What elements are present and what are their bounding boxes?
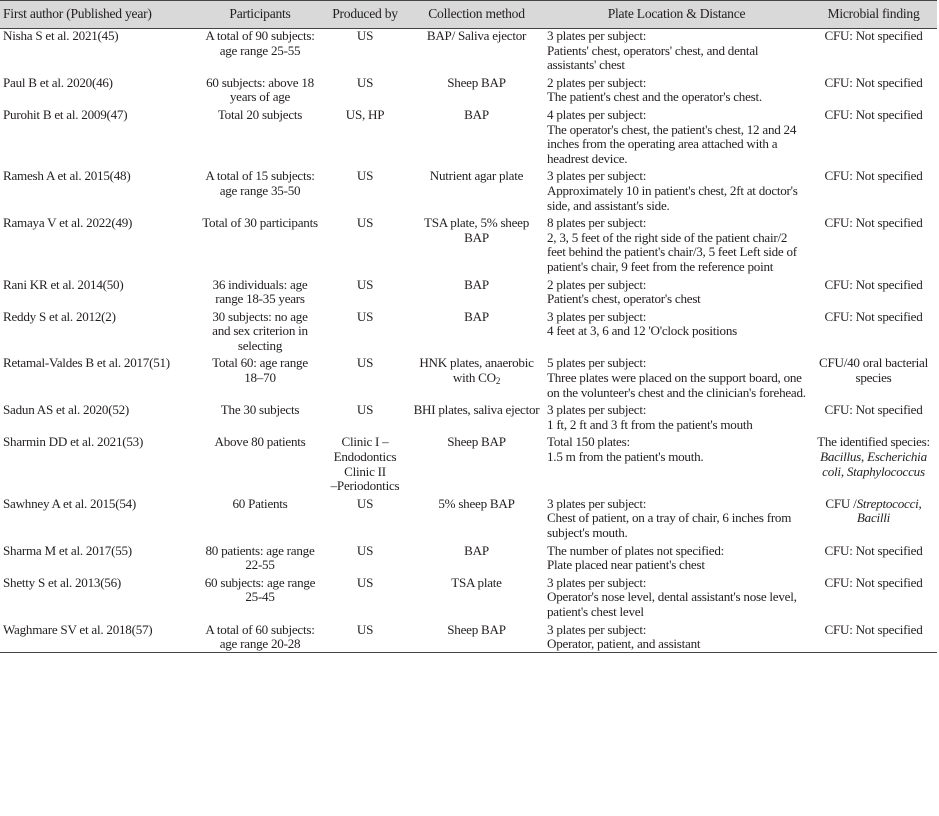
author-cell: Sadun AS et al. 2020(52) (3, 402, 130, 418)
plate-location: Operator, patient, and assistant (547, 636, 701, 652)
finding-cell: CFU: Not specified (824, 28, 923, 43)
method-cell: BAP/ Saliva ejector (426, 28, 527, 43)
header-method: Collection method (410, 1, 543, 29)
plate-count: 3 plates per subject: (547, 574, 647, 590)
finding-cell (810, 435, 937, 496)
method-cell: BHI plates, saliva ejector (413, 402, 540, 418)
plate-cell (543, 356, 810, 403)
author-cell: Sawhney A et al. 2015(54) (3, 495, 137, 511)
table-row (0, 29, 937, 76)
produced-cell: US, HP (345, 106, 385, 122)
finding-text: CFU / (825, 495, 857, 511)
table-row (0, 310, 937, 357)
plate-cell (543, 29, 810, 76)
author-cell: Ramaya V et al. 2022(49) (3, 215, 133, 231)
header-plate: Plate Location & Distance (543, 1, 810, 29)
header-participants: Participants (200, 1, 320, 29)
plate-location: 1 ft, 2 ft and 3 ft from the patient's mouth (547, 416, 753, 432)
species-name: Bacillus (820, 449, 862, 465)
table-row (0, 76, 937, 108)
finding-cell: CFU: Not specified (824, 542, 923, 558)
plate-location: Three plates were placed on the support board, one on the volunteer's chest and the clinician's forehead. (547, 370, 806, 400)
participants-cell: The 30 subjects (220, 402, 300, 418)
participants-cell: 36 individuals: age range 18-35 years (212, 276, 308, 307)
finding-cell: CFU: Not specified (824, 574, 923, 590)
produced-cell: US (356, 74, 374, 90)
produced-cell (320, 435, 410, 496)
produced-cell: US (356, 276, 374, 292)
method-text: HNK plates, anaerobic with CO (419, 355, 534, 386)
method-cell: TSA plate (451, 574, 502, 590)
author-cell: Retamal-Valdes B et al. 2017(51) (3, 355, 170, 371)
table-row (0, 576, 937, 623)
participants-cell: Total of 30 participants (202, 215, 318, 231)
plate-cell (543, 544, 810, 576)
species-name: Bacilli (856, 510, 891, 526)
plate-location: Plate placed near patient's chest (547, 557, 705, 573)
plate-location: 2, 3, 5 feet of the right side of the patient chair/2 feet behind the patient's chair/3, 5 feet Left side of patient's chair, 9 feet from the reference point (547, 229, 797, 274)
table-row (0, 403, 937, 435)
finding-text: The identified species: (817, 434, 930, 450)
header-finding: Microbial finding (810, 1, 937, 29)
participants-cell: 60 Patients (232, 495, 288, 511)
participants-cell: 80 patients: age range 22-55 (205, 542, 315, 573)
produced-cell: US (356, 355, 374, 371)
plate-cell (543, 310, 810, 357)
participants-cell: Total 60: age range 18–70 (212, 355, 308, 386)
plate-count: 8 plates per subject: (547, 215, 647, 231)
author-cell: Waghmare SV et al. 2018(57) (0, 623, 200, 653)
table-row (0, 623, 937, 653)
plate-cell (543, 435, 810, 496)
plate-count: 3 plates per subject: (547, 308, 647, 324)
table-row (0, 278, 937, 310)
produced-cell: US (356, 28, 374, 43)
plate-location: Approximately 10 in patient's chest, 2ft at doctor's side, and assistant's side. (547, 182, 798, 213)
header-produced: Produced by (320, 1, 410, 29)
table-row (0, 544, 937, 576)
plate-location: The operator's chest, the patient's chest, 12 and 24 inches from the operating area attached with a headrest device. (547, 121, 797, 166)
plate-location: Patient's chest, operator's chest (547, 291, 701, 307)
plate-location: The patient's chest and the operator's chest. (547, 89, 762, 105)
method-subscript: 2 (495, 376, 501, 387)
produced-cell: US (356, 168, 374, 184)
plate-count: 5 plates per subject: (547, 355, 647, 371)
plate-cell (543, 108, 810, 169)
finding-cell: CFU: Not specified (824, 106, 923, 122)
method-cell: Nutrient agar plate (429, 168, 524, 184)
plate-location: Chest of patient, on a tray of chair, 6 inches from subject's mouth. (547, 510, 792, 540)
participants-cell: A total of 15 subjects: age range 35-50 (205, 168, 315, 198)
table-row (0, 435, 937, 496)
method-cell (410, 356, 543, 403)
plate-count: 3 plates per subject: (547, 402, 647, 418)
plate-location: 4 feet at 3, 6 and 12 'O'clock positions (547, 323, 737, 339)
finding-cell: CFU: Not specified (810, 623, 937, 653)
produced-cell: US (356, 495, 374, 511)
method-cell: Sheep BAP (447, 74, 506, 90)
finding-cell: CFU: Not specified (824, 402, 923, 418)
finding-cell: CFU: Not specified (824, 215, 923, 231)
author-cell: Paul B et al. 2020(46) (3, 74, 113, 90)
plate-count: 3 plates per subject: (547, 495, 647, 511)
produced-line: –Periodontics (330, 478, 400, 494)
participants-cell: 60 subjects: above 18 years of age (206, 74, 314, 105)
participants-cell: 60 subjects: age range 25-45 (204, 574, 316, 605)
method-cell: BAP (464, 308, 489, 324)
table-row (0, 497, 937, 544)
method-cell: 5% sheep BAP (438, 495, 515, 511)
author-cell: Ramesh A et al. 2015(48) (3, 168, 131, 184)
plate-count: 3 plates per subject: (547, 621, 647, 637)
method-cell: Sheep BAP (410, 623, 543, 653)
author-cell: Shetty S et al. 2013(56) (3, 574, 122, 590)
plate-cell (543, 576, 810, 623)
table-row (0, 169, 937, 216)
finding-separator: , (861, 449, 868, 465)
participants-cell: Above 80 patients (214, 434, 306, 450)
plate-count: Total 150 plates: (547, 434, 630, 450)
author-cell: Sharma M et al. 2017(55) (3, 542, 132, 558)
author-cell: Nisha S et al. 2021(45) (3, 28, 119, 43)
author-cell: Rani KR et al. 2014(50) (3, 276, 124, 292)
produced-line: Clinic II (344, 463, 386, 479)
plate-count: 4 plates per subject: (547, 106, 647, 122)
species-name: Streptococci (856, 495, 919, 511)
method-cell: BAP (464, 276, 489, 292)
plate-location: Patients' chest, operators' chest, and dental assistants' chest (547, 42, 759, 73)
species-name: Escherichia coli (822, 449, 927, 479)
plate-cell (543, 216, 810, 277)
finding-cell: CFU: Not specified (824, 276, 923, 292)
method-cell: BAP (464, 542, 489, 558)
produced-cell: US (356, 308, 374, 324)
plate-count: 3 plates per subject: (547, 28, 647, 43)
table-row (0, 356, 937, 403)
table-row (0, 108, 937, 169)
header-row (0, 1, 937, 29)
produced-cell: US (320, 623, 410, 653)
produced-cell: US (356, 574, 374, 590)
plate-cell (543, 278, 810, 310)
method-cell: TSA plate, 5% sheep BAP (423, 215, 530, 245)
participants-cell: 30 subjects: no age and sex criterion in selecting (212, 308, 308, 353)
plate-count: The number of plates not specified: (547, 542, 725, 558)
produced-cell: US (356, 215, 374, 231)
method-cell: Sheep BAP (447, 434, 506, 450)
participants-cell: A total of 60 subjects: age range 20-28 (200, 623, 320, 653)
finding-cell: CFU/40 oral bacterial species (819, 355, 928, 386)
produced-line: Clinic I – (341, 434, 389, 450)
participants-cell: Total 20 subjects (217, 106, 303, 122)
finding-separator: , (918, 495, 922, 511)
method-cell: BAP (464, 106, 489, 122)
plate-cell (543, 403, 810, 435)
plate-cell (543, 623, 810, 653)
produced-cell: US (356, 402, 374, 418)
produced-cell: US (356, 542, 374, 558)
table-row (0, 216, 937, 277)
plate-cell (543, 76, 810, 108)
finding-cell (810, 497, 937, 544)
author-cell: Purohit B et al. 2009(47) (3, 106, 128, 122)
author-cell: Reddy S et al. 2012(2) (3, 308, 116, 324)
header-author: First author (Published year) (0, 1, 200, 29)
finding-cell: CFU: Not specified (824, 308, 923, 324)
finding-cell: CFU: Not specified (824, 168, 923, 184)
plate-location: Operator's nose level, dental assistant's nose level, patient's chest level (547, 589, 797, 619)
plate-count: 3 plates per subject: (547, 168, 647, 184)
finding-cell: CFU: Not specified (824, 74, 923, 90)
plate-cell (543, 169, 810, 216)
plate-count: 2 plates per subject: (547, 276, 647, 292)
produced-line: Endodontics (333, 449, 397, 465)
plate-cell (543, 497, 810, 544)
finding-separator: , (840, 463, 847, 479)
author-cell: Sharmin DD et al. 2021(53) (3, 434, 144, 450)
plate-location: 1.5 m from the patient's mouth. (547, 449, 704, 465)
plate-count: 2 plates per subject: (547, 74, 647, 90)
participants-cell: A total of 90 subjects: age range 25-55 (205, 28, 315, 58)
species-name: Staphylococcus (846, 463, 925, 479)
